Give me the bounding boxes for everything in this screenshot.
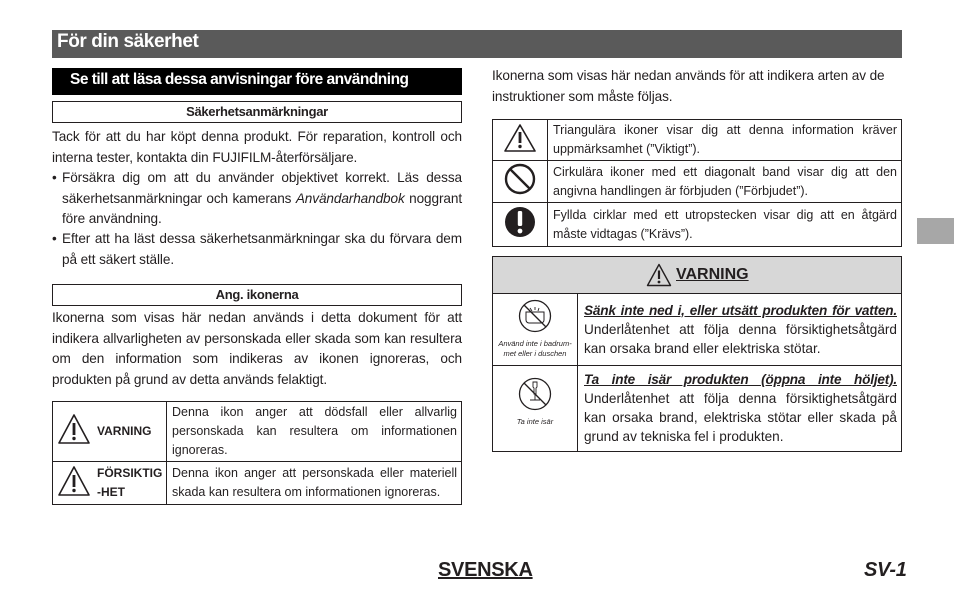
page-title: För din säkerhet <box>57 31 199 52</box>
prohibited-circle-icon <box>493 161 548 203</box>
table-row <box>493 120 902 161</box>
symbol-table <box>492 119 902 247</box>
warning-icon-cell <box>493 366 578 452</box>
symbol-description: Triangulära ikoner visar dig att denna information kräver uppmärksamhet (”Viktigt”). <box>548 120 902 161</box>
table-row <box>493 203 902 247</box>
section-heading-bar <box>52 68 462 95</box>
warning-lead: Sänk inte ned i, eller utsätt produkten för vatten. <box>584 302 897 318</box>
table-row <box>53 402 462 462</box>
symbol-description: Cirkulära ikoner med ett diagonalt band visar dig att den angivna handlingen är förbjuden (”Förbjudet”). <box>548 161 902 203</box>
warning-text: Ta inte isär produkten (öppna inte höljet). Underlåtenhet att följa denna försiktighetsåtgärd kan orsaka brand, elektriska stötar eller skada på grund av tekniska fel i produkten. <box>578 366 902 452</box>
warning-triangle-icon <box>53 462 96 505</box>
severity-description: Denna ikon anger att dödsfall eller allvarlig personskada kan resultera om informationen ignoreras. <box>167 402 462 462</box>
warning-text: Sänk inte ned i, eller utsätt produkten för vatten. Underlåtenhet att följa denna försiktighetsåtgärd kan orsaka brand eller elektriska stötar. <box>578 294 902 366</box>
warning-icon-cell <box>493 294 578 366</box>
symbols-intro: Ikonerna som visas här nedan används för att indikera arten av de instruktioner som måste följas. <box>492 68 885 104</box>
icons-section-text: Ikonerna som visas här nedan används i detta dokument för att indikera allvarligheten av personskada eller skada som kan resultera om den information som indikeras av ikonen ignoreras, och produkten på grund av detta används felaktigt. <box>52 310 462 387</box>
symbol-description: Fyllda cirklar med ett utropstecken visar dig att en åtgärd måste vidtagas (”Krävs”). <box>548 203 902 247</box>
page-number: SV-1 <box>864 559 907 581</box>
section-side-tab <box>917 218 954 244</box>
section-heading: Se till att läsa dessa anvisningar före användning <box>70 71 409 88</box>
warning-table <box>492 293 902 452</box>
warning-icon-caption: Använd inte i badrum-met eller i duschen <box>498 339 572 358</box>
severity-label: VARNING <box>95 402 167 462</box>
triangle-warning-icon <box>493 120 548 161</box>
safety-bullet-1: • Försäkra dig om att du använder objektivet korrekt. Läs dessa säkerhetsanmärkningar och kamerans Användarhandbok noggrant före användning. <box>52 170 463 226</box>
warning-box-heading: VARNING <box>676 266 749 283</box>
severity-label: FÖRSIKTIG-HET <box>95 462 167 505</box>
safety-notes-label: Säkerhetsanmärkningar <box>52 101 462 123</box>
table-row <box>493 294 902 366</box>
warning-icon-caption: Ta inte isär <box>516 417 554 426</box>
no-water-icon <box>516 298 554 334</box>
safety-intro: Tack för att du har köpt denna produkt. För reparation, kontroll och interna tester, kontakta din FUJIFILM-återförsäljare. <box>52 129 462 165</box>
manual-title: Användarhandbok <box>295 190 405 206</box>
mandatory-exclamation-icon <box>493 203 548 247</box>
table-row <box>493 366 902 452</box>
warning-box-header <box>492 256 902 294</box>
severity-description: Denna ikon anger att personskada eller materiell skada kan resultera om informationen ignoreras. <box>167 462 462 505</box>
warning-lead: Ta inte isär produkten (öppna inte höljet). <box>584 372 897 387</box>
no-disassembly-icon <box>516 376 554 412</box>
table-row <box>53 462 462 505</box>
page-title-bar <box>52 30 902 58</box>
table-row <box>493 161 902 203</box>
icons-section-label: Ang. ikonerna <box>52 284 462 306</box>
safety-bullet-2: • Efter att ha läst dessa säkerhetsanmärkningar ska du förvara dem på ett säkert ställe. <box>52 231 462 267</box>
warning-triangle-icon <box>53 402 96 462</box>
footer-language: SVENSKA <box>438 559 533 581</box>
severity-icon-table <box>52 401 462 505</box>
warning-triangle-icon <box>646 263 672 287</box>
